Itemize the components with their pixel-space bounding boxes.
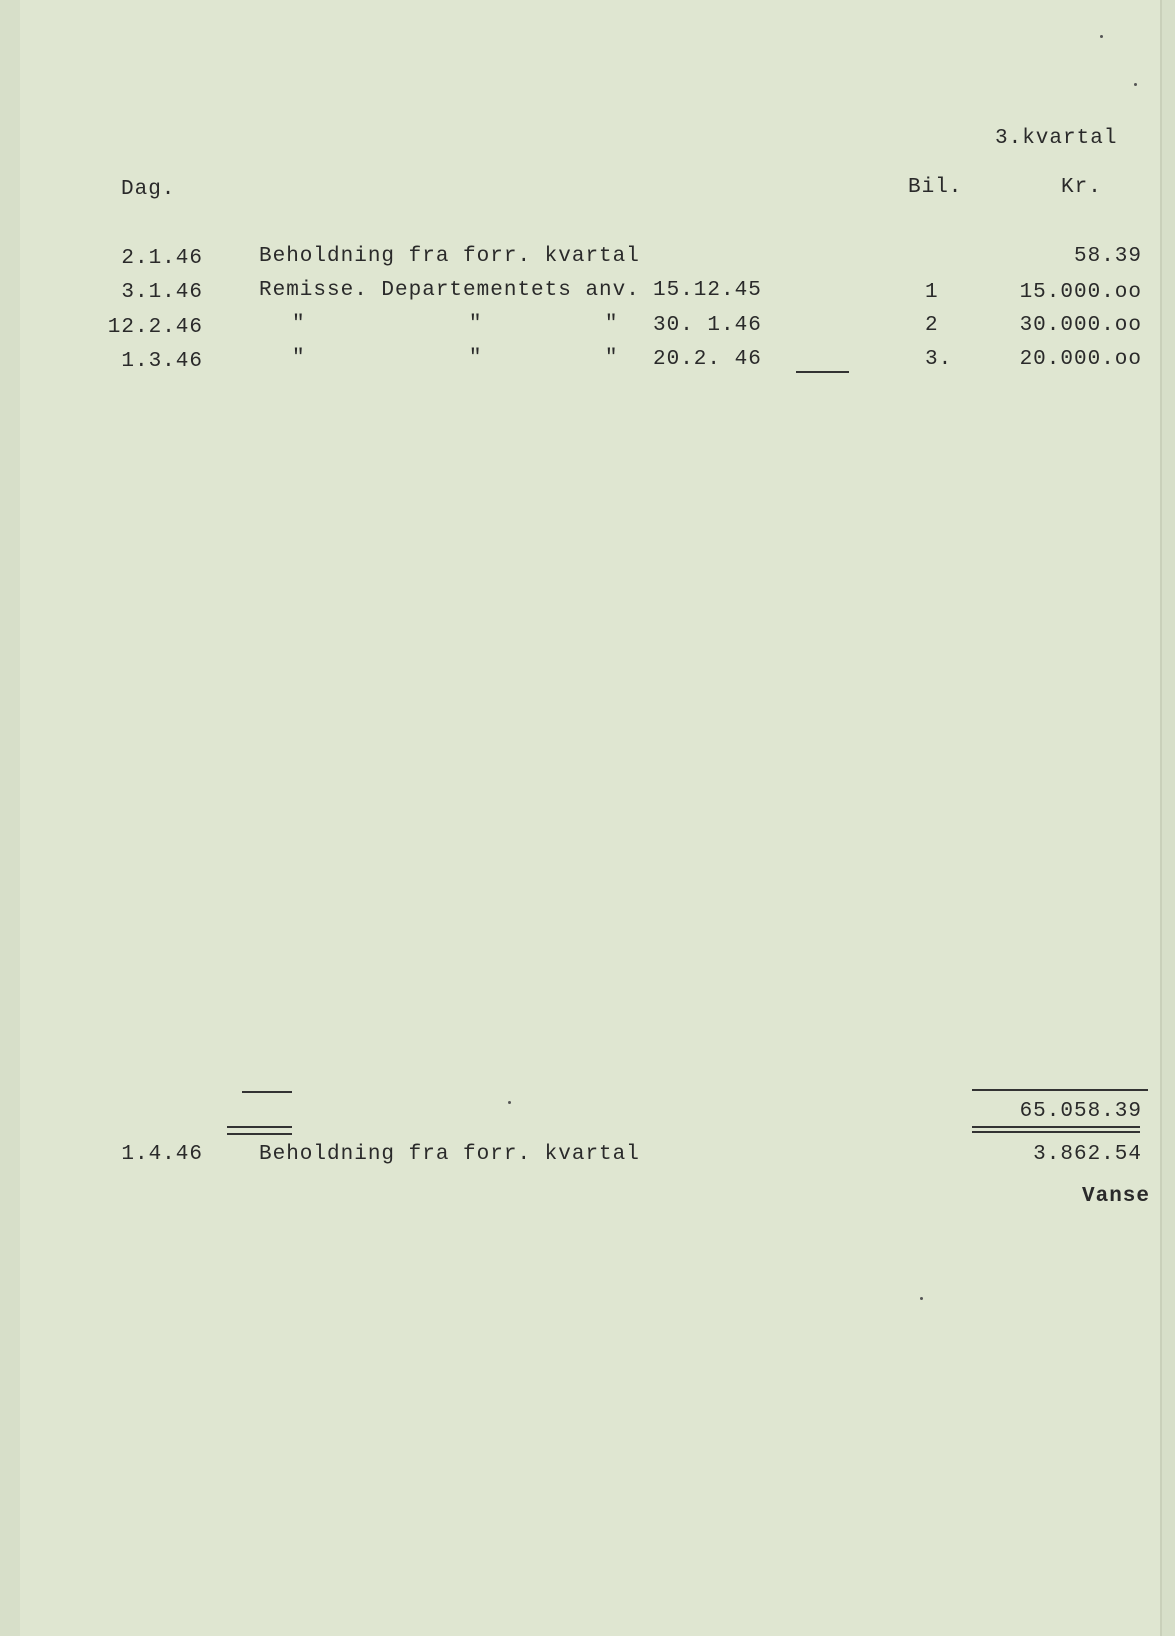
- row-amount: 58.39: [1073, 245, 1142, 268]
- column-header-bil: Bil.: [908, 176, 963, 199]
- ledger-page: [20, 0, 1162, 1636]
- column-header-kr: Kr.: [1061, 176, 1102, 199]
- row-reference: 30. 1.46: [653, 314, 762, 337]
- row-amount: 20.000.oo: [1019, 348, 1142, 371]
- total-rule: [972, 1089, 1148, 1091]
- paper-speck: [920, 1297, 923, 1300]
- closing-amount: 3.862.54: [1033, 1143, 1142, 1166]
- row-date: 1.3.46: [121, 350, 203, 373]
- row-reference: 20.2. 46: [653, 348, 762, 371]
- column-header-day: Dag.: [121, 178, 176, 201]
- signature: Vanse: [1082, 1185, 1151, 1208]
- row-description: Beholdning fra forr. kvartal: [259, 245, 640, 268]
- paper-speck: [1134, 83, 1137, 86]
- total-double-rule-top: [972, 1126, 1140, 1128]
- quarter-label: 3.kvartal: [995, 127, 1118, 150]
- paper-speck: [508, 1101, 511, 1104]
- row-date: 2.1.46: [121, 247, 203, 270]
- divider-single: [242, 1091, 292, 1093]
- divider-double-bottom: [227, 1133, 292, 1135]
- closing-date: 1.4.46: [121, 1143, 203, 1166]
- row-description: " " ": [292, 313, 619, 336]
- row-date: 3.1.46: [121, 281, 203, 304]
- paper-speck: [1100, 35, 1103, 38]
- row-amount: 30.000.oo: [1019, 314, 1142, 337]
- row-bil: 3.: [925, 348, 953, 371]
- row-bil: 2: [925, 314, 939, 337]
- divider-double-top: [227, 1126, 292, 1128]
- row-reference: 15.12.45: [653, 279, 762, 302]
- total-double-rule-bottom: [972, 1131, 1140, 1133]
- row-description: Remisse. Departementets anv.: [259, 279, 640, 302]
- row-amount: 15.000.oo: [1019, 281, 1142, 304]
- closing-description: Beholdning fra forr. kvartal: [259, 1143, 640, 1166]
- row-date: 12.2.46: [107, 316, 203, 339]
- row-bil: 1: [925, 281, 939, 304]
- dash-mark: [796, 371, 849, 373]
- row-description: " " ": [292, 347, 619, 370]
- total-amount: 65.058.39: [1019, 1100, 1142, 1123]
